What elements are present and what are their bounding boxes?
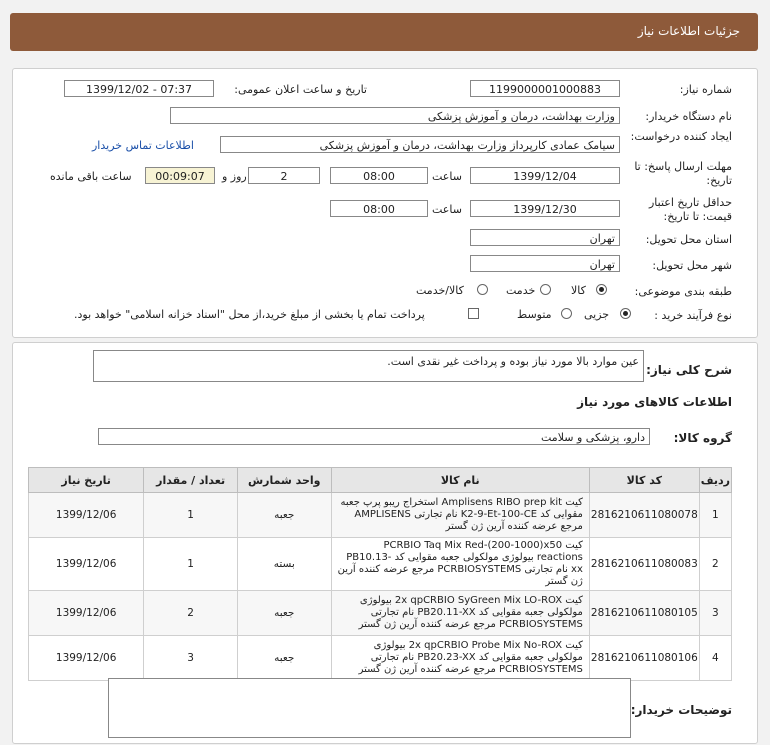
process-label: نوع فرآیند خرید : bbox=[654, 309, 732, 322]
goods-section-title: اطلاعات کالاهای مورد نیاز bbox=[577, 395, 732, 409]
province-field: تهران bbox=[470, 229, 620, 246]
col-code: کد کالا bbox=[589, 468, 699, 493]
cell-name: کیت 2x qpCRBIO Probe Mix No-ROX بیولوژی مولکولی جعبه مقوایی کد PB20.23-XX نام تجارتی PCRBIOSYSTEMS مرجع عرضه کننده آرین ژن گستر bbox=[331, 636, 589, 681]
cell-row: 3 bbox=[699, 591, 731, 636]
cell-date: 1399/12/06 bbox=[29, 538, 144, 591]
cell-row: 4 bbox=[699, 636, 731, 681]
cell-qty: 1 bbox=[144, 493, 238, 538]
deadline-time-label: ساعت bbox=[432, 170, 462, 183]
category-option-goods: کالا bbox=[571, 284, 586, 297]
category-option-service: خدمت bbox=[506, 284, 536, 297]
cell-date: 1399/12/06 bbox=[29, 493, 144, 538]
validity-date-field: 1399/12/30 bbox=[470, 200, 620, 217]
process-radio-medium[interactable] bbox=[561, 308, 572, 319]
cell-qty: 2 bbox=[144, 591, 238, 636]
province-label: استان محل تحویل: bbox=[645, 233, 732, 246]
col-date: تاریخ نیاز bbox=[29, 468, 144, 493]
need-number-label: شماره نیاز: bbox=[679, 83, 732, 96]
cell-unit: جعبه bbox=[237, 493, 331, 538]
buyer-notes-box bbox=[108, 678, 631, 738]
table-header-row bbox=[29, 468, 732, 493]
cell-row: 2 bbox=[699, 538, 731, 591]
buyer-contact-link[interactable]: اطلاعات تماس خریدار bbox=[92, 139, 194, 152]
category-radio-goods-service[interactable] bbox=[477, 284, 488, 295]
buyer-org-label: نام دستگاه خریدار: bbox=[645, 110, 732, 123]
cell-name: کیت PCRBIO Taq Mix Red-(200-1000)x50 reactions بیولوژی مولکولی جعبه مقوایی کد PB10.13-xx نام تجارتی PCRBIOSYSTEMS مرجع عرضه کننده آرین ژن گستر bbox=[331, 538, 589, 591]
need-number-field: 1199000001000883 bbox=[470, 80, 620, 97]
buyer-notes-label: توضیحات خریدار: bbox=[630, 703, 732, 717]
table-row bbox=[29, 538, 732, 591]
goods-group-field: دارو، پزشکی و سلامت bbox=[98, 428, 650, 445]
announce-field: 1399/12/02 - 07:37 bbox=[64, 80, 214, 97]
page-header bbox=[10, 13, 758, 51]
process-option-minor: جزیی bbox=[584, 308, 610, 321]
cell-code: 2816210611080106 bbox=[589, 636, 699, 681]
city-field: تهران bbox=[470, 255, 620, 272]
cell-name: کیت 2x qpCRBIO SyGreen Mix LO-ROX بیولوژی مولکولی جعبه مقوایی کد PB20.11-XX نام تجارتی PCRBIOSYSTEMS مرجع عرضه کننده آرین ژن گستر bbox=[331, 591, 589, 636]
process-option-medium: متوسط bbox=[517, 308, 552, 321]
page-title: جزئیات اطلاعات نیاز bbox=[637, 24, 740, 38]
category-radio-goods[interactable] bbox=[596, 284, 607, 295]
days-field: 2 bbox=[248, 167, 320, 184]
goods-table bbox=[28, 467, 732, 681]
description-label: شرح کلی نیاز: bbox=[646, 363, 732, 377]
category-label: طبقه بندی موضوعی: bbox=[634, 285, 732, 298]
payment-note: پرداخت تمام یا بخشی از مبلغ خرید،از محل "اسناد خزانه اسلامی" خواهد بود. bbox=[74, 308, 425, 321]
cell-code: 2816210611080078 bbox=[589, 493, 699, 538]
validity-label: حداقل تاریخ اعتبار قیمت: تا تاریخ: bbox=[648, 196, 732, 223]
cell-date: 1399/12/06 bbox=[29, 636, 144, 681]
cell-row: 1 bbox=[699, 493, 731, 538]
validity-time-field: 08:00 bbox=[330, 200, 428, 217]
cell-date: 1399/12/06 bbox=[29, 591, 144, 636]
col-qty: تعداد / مقدار bbox=[144, 468, 238, 493]
process-radio-minor[interactable] bbox=[620, 308, 631, 319]
cell-code: 2816210611080083 bbox=[589, 538, 699, 591]
deadline-label: مهلت ارسال پاسخ: تا تاریخ: bbox=[634, 160, 732, 187]
col-unit: واحد شمارش bbox=[237, 468, 331, 493]
description-text: عین موارد بالا مورد نیاز بوده و پرداخت غیر نقدی است. bbox=[387, 355, 639, 368]
creator-field: سیامک عمادی کارپرداز وزارت بهداشت، درمان و آموزش پزشکی bbox=[220, 136, 620, 153]
treasury-payment-checkbox[interactable] bbox=[468, 308, 479, 319]
table-row bbox=[29, 636, 732, 681]
cell-unit: جعبه bbox=[237, 636, 331, 681]
table-row bbox=[29, 493, 732, 538]
remaining-label: ساعت باقی مانده bbox=[50, 170, 132, 183]
cell-qty: 1 bbox=[144, 538, 238, 591]
description-box bbox=[93, 350, 644, 382]
remaining-time-field: 00:09:07 bbox=[145, 167, 215, 184]
deadline-date-field: 1399/12/04 bbox=[470, 167, 620, 184]
validity-time-label: ساعت bbox=[432, 203, 462, 216]
announce-label: تاریخ و ساعت اعلان عمومی: bbox=[234, 83, 367, 96]
cell-name: کیت Amplisens RIBO prep kit استخراج ریبو پرپ جعبه مقوایی کد K2-9-Et-100-CE نام تجارتی AMPLISENS مرجع عرضه کننده آرین ژن گستر bbox=[331, 493, 589, 538]
city-label: شهر محل تحویل: bbox=[652, 259, 732, 272]
cell-unit: جعبه bbox=[237, 591, 331, 636]
goods-group-label: گروه کالا: bbox=[673, 431, 732, 445]
cell-unit: بسته bbox=[237, 538, 331, 591]
col-row: ردیف bbox=[699, 468, 731, 493]
deadline-time-field: 08:00 bbox=[330, 167, 428, 184]
creator-label: ایجاد کننده درخواست: bbox=[630, 130, 732, 143]
category-option-goods-service: کالا/خدمت bbox=[416, 284, 464, 297]
buyer-org-field: وزارت بهداشت، درمان و آموزش پزشکی bbox=[170, 107, 620, 124]
cell-qty: 3 bbox=[144, 636, 238, 681]
category-radio-service[interactable] bbox=[540, 284, 551, 295]
cell-code: 2816210611080105 bbox=[589, 591, 699, 636]
days-label: روز و bbox=[222, 170, 247, 183]
table-row bbox=[29, 591, 732, 636]
col-name: نام کالا bbox=[331, 468, 589, 493]
